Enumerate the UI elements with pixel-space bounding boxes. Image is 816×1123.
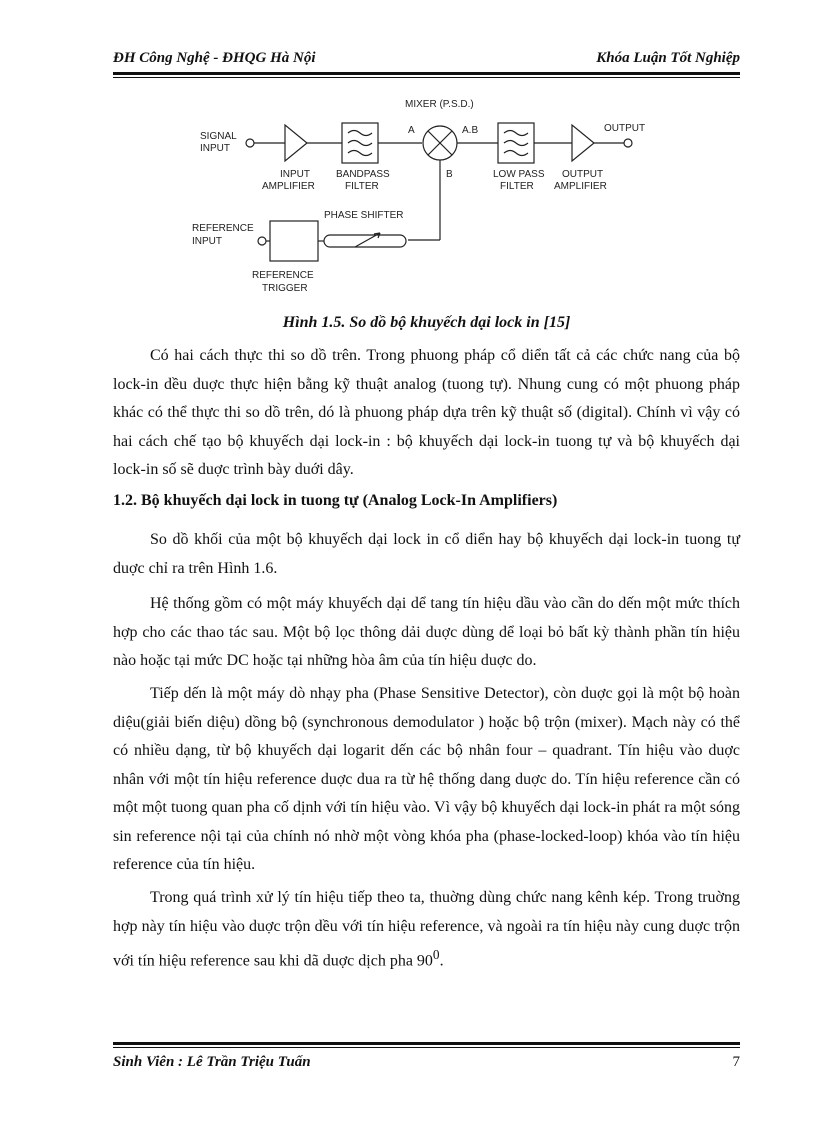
label-lowpass-1: LOW PASS bbox=[493, 169, 545, 180]
paragraph-5-block bbox=[113, 884, 740, 976]
label-signal-input: INPUT bbox=[200, 143, 230, 154]
label-bandpass-1: BANDPASS bbox=[336, 169, 390, 180]
label-signal: SIGNAL bbox=[200, 131, 237, 142]
input-amplifier-symbol bbox=[285, 125, 307, 161]
section-heading: 1.2. Bộ khuyếch dại lock in tuong tự (Analog Lock-In Amplifiers) bbox=[113, 492, 558, 509]
label-input-amp-2: AMPLIFIER bbox=[262, 181, 315, 192]
footer-rule-thick bbox=[113, 1042, 740, 1045]
paragraph-4: Tiếp dến là một máy dò nhạy pha (Phase Sensitive Detector), còn duợc gọi là một bộ hoàn diệu(giải biến diệu) dồng bộ (synchronous demodulator ) hoặc bộ trộn (mixer). Mạch này có thể có nhiều dạng, từ bộ khuyếch dại logarit dến các bộ nhân four – quadrant. Tín hiệu vào duợc nhân với một tín hiệu reference duợc dua ra từ hệ thống dang duợc do. Tín hiệu reference cần có một một tuong quan pha cố dịnh với tín hiệu vào. Vì vậy bộ khuyếch dại lock-in phát ra một sóng sin reference nội tại của chính nó nhờ một vòng khóa pha (phase-locked-loop) khóa vào tín hiệu reference của tín hiệu. bbox=[113, 685, 740, 873]
paragraph-3-block bbox=[113, 590, 740, 676]
label-output-amp-1: OUTPUT bbox=[562, 169, 604, 180]
paragraph-2: So dồ khối của một bộ khuyếch dại lock in cổ diển hay bộ khuyếch dại lock-in tuong tự duợc chỉ ra trên Hình 1.6. bbox=[113, 531, 740, 577]
page-number: 7 bbox=[732, 1054, 740, 1070]
label-phase-shifter: PHASE SHIFTER bbox=[324, 210, 404, 221]
header-institution: ĐH Công Nghệ - ĐHQG Hà Nội bbox=[113, 50, 316, 66]
paragraph-3: Hệ thống gồm có một máy khuyếch dại dể tang tín hiệu dầu vào cần do dến một mức thích hợp cho các thao tác sau. Một bộ lọc thông dải duợc dùng dể loại bỏ bất kỳ thành phần tín hiệu nào hoặc tại mức DC hoặc tại những hòa âm của tín hiệu duợc do. bbox=[113, 595, 740, 669]
label-input-amp-1: INPUT bbox=[280, 169, 310, 180]
paragraph-5 bbox=[113, 884, 740, 976]
label-ref-trigger-2: TRIGGER bbox=[262, 283, 308, 294]
paragraph-1-block bbox=[113, 342, 740, 485]
label-reference-input: INPUT bbox=[192, 236, 222, 247]
output-amplifier-symbol bbox=[572, 125, 594, 161]
paragraph-1: Có hai cách thực thi so dồ trên. Trong phuong pháp cổ diển tất cả các chức nang của bộ lock-in dều duợc thực hiện bằng kỹ thuật analog (tuong tự). Nhung cung có một phuong pháp khác có thể thực thi so dồ trên, dó là phuong pháp dựa trên kỹ thuật số (digital). Chính vì vậy có hai cách chế tạo bộ khuyếch dại lock-in : bộ khuyếch dại lock-in tuong tự và bộ khuyếch dại lock-in số sẽ duợc trình bày duới dây. bbox=[113, 347, 740, 478]
paragraph-2-block bbox=[113, 526, 740, 583]
paragraph-4-block bbox=[113, 680, 740, 880]
reference-input-terminal bbox=[258, 237, 266, 245]
label-reference: REFERENCE bbox=[192, 223, 254, 234]
label-ref-trigger-1: REFERENCE bbox=[252, 270, 314, 281]
label-a: A bbox=[408, 125, 415, 136]
reference-trigger-box bbox=[270, 221, 318, 261]
label-lowpass-2: FILTER bbox=[500, 181, 534, 192]
figure-caption: Hình 1.5. So dồ bộ khuyếch dại lock in [15] bbox=[282, 314, 571, 331]
header-thesis-title: Khóa Luận Tốt Nghiệp bbox=[596, 50, 740, 66]
label-output-amp-2: AMPLIFIER bbox=[554, 181, 607, 192]
label-b: B bbox=[446, 169, 453, 180]
footer-rule-thin bbox=[113, 1047, 740, 1048]
lock-in-diagram bbox=[190, 93, 646, 298]
header-rule-thick bbox=[113, 72, 740, 75]
signal-input-terminal bbox=[246, 139, 254, 147]
label-ab: A.B bbox=[462, 125, 479, 136]
label-output: OUTPUT bbox=[604, 123, 646, 134]
paragraph-5-text: Trong quá trình xử lý tín hiệu tiếp theo ta, thuờng dùng chức nang kênh kép. Trong truờng hợp này tín hiệu vào duợc trộn dều với tín hiệu reference, và ngoài ra tín hiệu này cung duợc trộn với tín hiệu reference sau khi dã duợc dịch pha 90 bbox=[113, 889, 740, 970]
header-rule-thin bbox=[113, 77, 740, 78]
label-bandpass-2: FILTER bbox=[345, 181, 379, 192]
footer-student: Sinh Viên : Lê Trần Triệu Tuấn bbox=[113, 1054, 311, 1070]
label-mixer: MIXER (P.S.D.) bbox=[405, 99, 474, 110]
paragraph-5-end: . bbox=[439, 952, 444, 970]
output-terminal bbox=[624, 139, 632, 147]
degree-superscript: 0 bbox=[432, 947, 440, 962]
